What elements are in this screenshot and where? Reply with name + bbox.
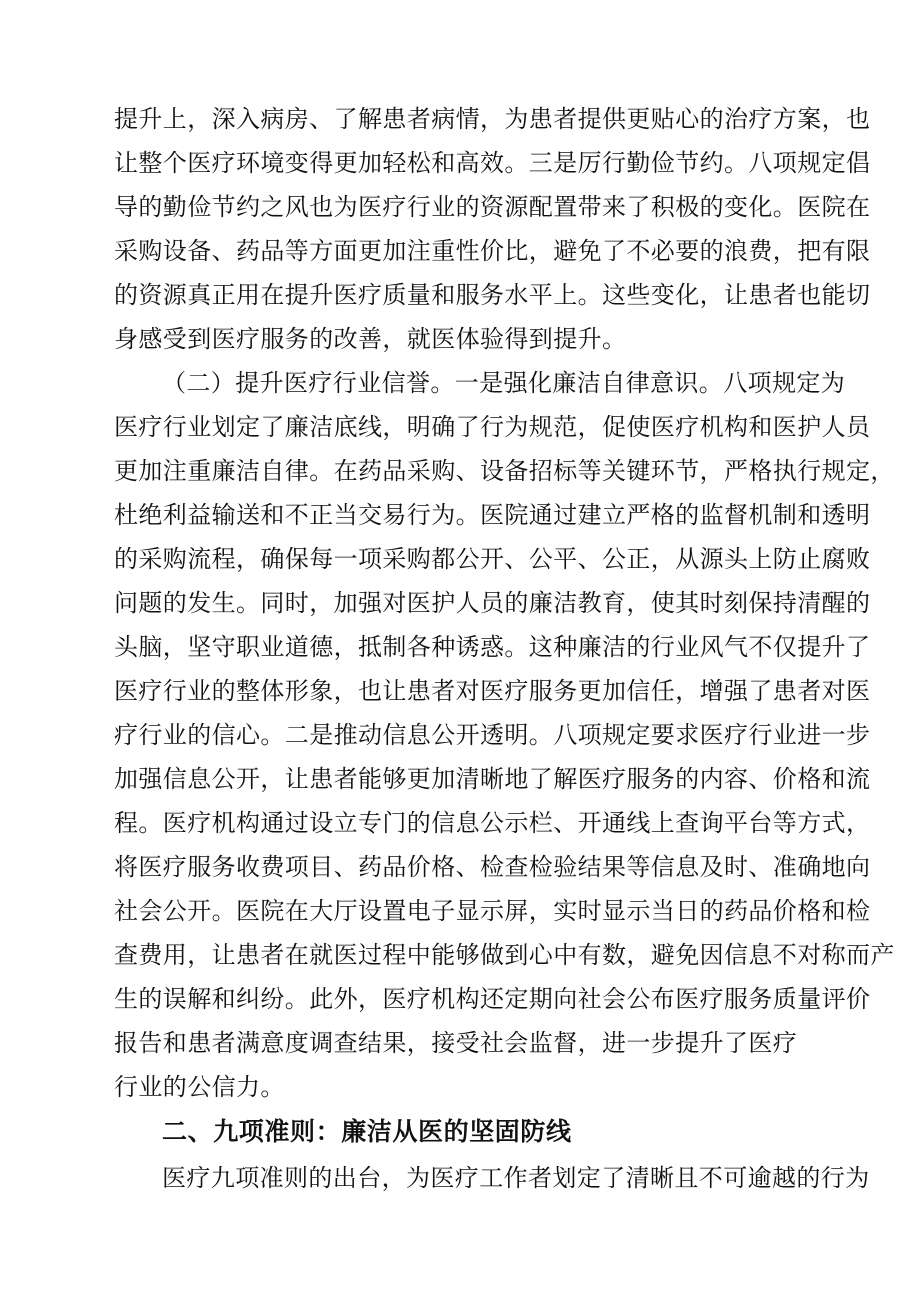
paragraph-line: 加强信息公开，让患者能够更加清晰地了解医疗服务的内容、价格和流: [114, 765, 871, 793]
paragraph-line: 导的勤俭节约之风也为医疗行业的资源配置带来了积极的变化。医院在: [114, 193, 871, 221]
paragraph-line: 查费用，让患者在就医过程中能够做到心中有数，避免因信息不对称而产: [114, 941, 895, 969]
paragraph-line: 的采购流程，确保每一项采购都公开、公平、公正，从源头上防止腐败: [114, 545, 871, 573]
paragraph-line: 生的误解和纠纷。此外，医疗机构还定期向社会公布医疗服务质量评价: [114, 985, 871, 1013]
paragraph-line: 让整个医疗环境变得更加轻松和高效。三是厉行勤俭节约。八项规定倡: [114, 149, 871, 177]
paragraph-line: 医疗行业划定了廉洁底线，明确了行为规范，促使医疗机构和医护人员: [114, 413, 871, 441]
paragraph-line: 医疗行业的整体形象，也让患者对医疗服务更加信任，增强了患者对医: [114, 677, 871, 705]
paragraph-line: 的资源真正用在提升医疗质量和服务水平上。这些变化，让患者也能切: [114, 281, 871, 309]
paragraph-line: 程。医疗机构通过设立专门的信息公示栏、开通线上查询平台等方式，: [114, 809, 871, 837]
paragraph-line: 身感受到医疗服务的改善，就医体验得到提升。: [114, 325, 627, 353]
paragraph-line: 将医疗服务收费项目、药品价格、检查检验结果等信息及时、准确地向: [114, 853, 871, 881]
paragraph-line: 医疗九项准则的出台，为医疗工作者划定了清晰且不可逾越的行为: [162, 1164, 870, 1192]
paragraph-line: 杜绝利益输送和不正当交易行为。医院通过建立严格的监督机制和透明: [114, 501, 871, 529]
paragraph-line: 报告和患者满意度调查结果，接受社会监督，进一步提升了医疗: [114, 1029, 798, 1057]
paragraph-line: 采购设备、药品等方面更加注重性价比，避免了不必要的浪费，把有限: [114, 237, 871, 265]
paragraph-line: 问题的发生。同时，加强对医护人员的廉洁教育，使其时刻保持清醒的: [114, 589, 871, 617]
paragraph-line: 头脑，坚守职业道德，抵制各种诱惑。这种廉洁的行业风气不仅提升了: [114, 633, 871, 661]
paragraph-line: 疗行业的信心。二是推动信息公开透明。八项规定要求医疗行业进一步: [114, 721, 871, 749]
paragraph-line: 提升上，深入病房、了解患者病情，为患者提供更贴心的治疗方案，也: [114, 105, 871, 133]
paragraph-line: 行业的公信力。: [114, 1073, 285, 1101]
section-subheading-line: （二）提升医疗行业信誉。一是强化廉洁自律意识。八项规定为: [162, 369, 846, 397]
paragraph-line: 社会公开。医院在大厅设置电子显示屏，实时显示当日的药品价格和检: [114, 897, 871, 925]
section-heading: 二、九项准则：廉洁从医的坚固防线: [162, 1117, 572, 1146]
paragraph-line: 更加注重廉洁自律。在药品采购、设备招标等关键环节，严格执行规定，: [114, 457, 895, 485]
